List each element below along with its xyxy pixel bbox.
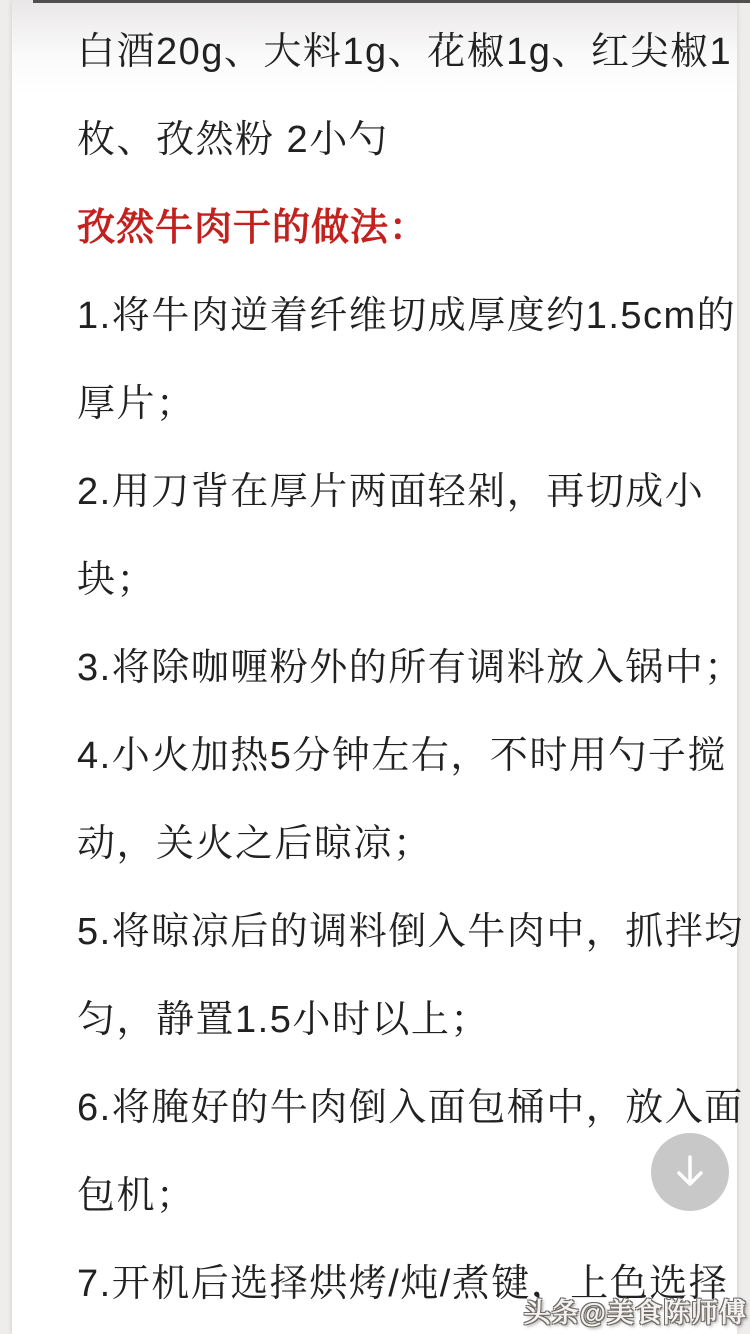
recipe-section-heading: 孜然牛肉干的做法： bbox=[77, 207, 429, 249]
step-line: 1.将牛肉逆着纤维切成厚度约1.5cm的 bbox=[77, 295, 737, 337]
step-line: 动，关火之后晾凉； bbox=[77, 823, 433, 865]
step-line: 5.将晾凉后的调料倒入牛肉中，抓拌均 bbox=[77, 911, 744, 953]
top-edge-line bbox=[33, 0, 750, 3]
step-line: 7.开机后选择烘烤/炖/煮键，上色选择 bbox=[77, 1263, 729, 1305]
ingredients-line: 白酒20g、大料1g、花椒1g、红尖椒1 bbox=[77, 31, 733, 73]
step-line: 块； bbox=[77, 559, 157, 601]
article-card bbox=[12, 0, 744, 1334]
step-line: 包机； bbox=[77, 1175, 196, 1217]
step-line: 匀，静置1.5小时以上； bbox=[77, 999, 490, 1041]
watermark: 头条@美食陈师傅 bbox=[523, 1298, 747, 1328]
step-line: 6.将腌好的牛肉倒入面包桶中，放入面 bbox=[77, 1087, 744, 1129]
step-line: 2.用刀背在厚片两面轻剁，再切成小 bbox=[77, 471, 705, 513]
step-line: 3.将除咖喱粉外的所有调料放入锅中； bbox=[77, 647, 744, 689]
down-arrow-icon bbox=[671, 1152, 709, 1192]
step-line: 厚片； bbox=[77, 383, 196, 425]
step-line: 4.小火加热5分钟左右，不时用勺子搅 bbox=[77, 735, 727, 777]
ingredients-line: 枚、孜然粉 2小勺 bbox=[77, 119, 389, 161]
scroll-down-button[interactable] bbox=[651, 1133, 729, 1211]
article-text bbox=[77, 8, 744, 1328]
